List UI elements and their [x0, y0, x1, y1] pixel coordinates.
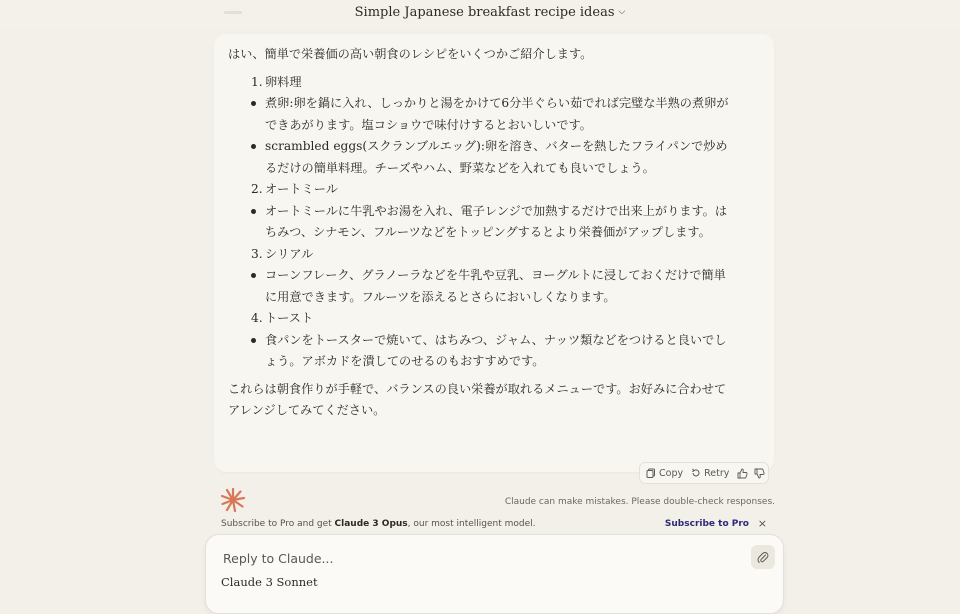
promo-text-before: Subscribe to Pro and get: [221, 519, 335, 529]
thumbs-up-icon: [737, 468, 748, 479]
promo-text: [221, 519, 536, 529]
list-item: [228, 201, 760, 244]
section-number: 4.: [251, 311, 263, 325]
pro-promo-banner: [221, 518, 771, 534]
section-number: 1.: [251, 74, 263, 89]
list-item-text: scrambled eggs(スクランブルエッグ):卵を溶き、バターを熱したフライパンで炒めるだけの簡単料理。チーズやハム、野菜などを入れても良いでしょう。: [265, 139, 728, 175]
list-item: [228, 330, 760, 373]
section-number: 3.: [251, 246, 263, 261]
message-intro: はい、簡単で栄養価の高い朝食のレシピをいくつかご紹介します。: [228, 47, 593, 61]
copy-label: Copy: [659, 467, 684, 479]
retry-button[interactable]: [691, 468, 729, 479]
section-title: [228, 244, 760, 266]
copy-button[interactable]: [646, 468, 683, 479]
section-title-text: オートミール: [265, 182, 338, 196]
claude-logo-icon: [220, 487, 246, 513]
bullet-dot: [251, 144, 256, 149]
section-title-text: トースト: [265, 311, 314, 325]
thumbs-down-icon: [754, 468, 765, 479]
section-number: 2.: [251, 182, 263, 196]
chevron-down-icon: ⌵: [618, 7, 626, 17]
disclaimer-text: Claude can make mistakes. Please double-check responses.: [504, 497, 775, 507]
assistant-message: [214, 34, 774, 472]
reply-input[interactable]: [221, 548, 721, 568]
top-bar: [0, 0, 960, 28]
thumbs-up-button[interactable]: [737, 468, 748, 479]
copy-icon: [646, 468, 656, 478]
message-actions: [639, 462, 769, 484]
list-item: [228, 93, 760, 136]
subscribe-to-pro-link[interactable]: Subscribe to Pro: [664, 519, 749, 529]
retry-icon: [691, 468, 701, 478]
thumbs-down-button[interactable]: [754, 468, 765, 479]
list-item-text: コーンフレーク、グラノーラなどを牛乳や豆乳、ヨーグルトに浸しておくだけで簡単に用意できます。フルーツを添えるとさらにおいしくなります。: [265, 268, 726, 304]
conversation-title[interactable]: [0, 5, 960, 20]
bullet-dot: [251, 273, 256, 278]
promo-text-after: , our most intelligent model.: [407, 519, 536, 529]
promo-model-name: Claude 3 Opus: [334, 519, 408, 529]
retry-label: Retry: [704, 467, 730, 479]
list-item-text: 食パンをトースターで焼いて、はちみつ、ジャム、ナッツ類などをつけると良いでしょう。アボカドを潰してのせるのもおすすめです。: [265, 332, 727, 368]
section-title-text: 卵料理: [265, 74, 302, 89]
list-item-text: 煮卵:卵を鍋に入れ、しっかりと湯をかけて6分半ぐらい茹でれば完璧な半熟の煮卵ができあがります。塩コショウで味付けするとおいしいです。: [265, 96, 729, 132]
section-title-text: シリアル: [265, 246, 314, 261]
list-item-text: オートミールに牛乳やお湯を入れ、電子レンジで加熱するだけで出来上がります。はちみつ、シナモン、フルーツなどをトッピングするとより栄養価がアップします。: [265, 203, 728, 239]
list-item: [228, 265, 760, 308]
list-item: [228, 136, 760, 179]
section-title: [228, 179, 760, 201]
bullet-dot: [251, 209, 256, 214]
section-title: [228, 72, 760, 94]
model-selector[interactable]: Claude 3 Sonnet: [221, 575, 318, 589]
bullet-dot: [251, 338, 256, 343]
bullet-dot: [251, 101, 256, 106]
paperclip-icon: [757, 551, 769, 564]
section-title: [228, 308, 760, 330]
reply-composer: [205, 534, 784, 614]
message-closing: これらは朝食作りが手軽で、バランスの良い栄養が取れるメニューです。お好みに合わせてアレンジしてみてください。: [228, 381, 727, 417]
attach-button[interactable]: [751, 545, 775, 569]
close-icon[interactable]: ×: [757, 517, 767, 530]
conversation-title-text: Simple Japanese breakfast recipe ideas: [354, 5, 615, 20]
